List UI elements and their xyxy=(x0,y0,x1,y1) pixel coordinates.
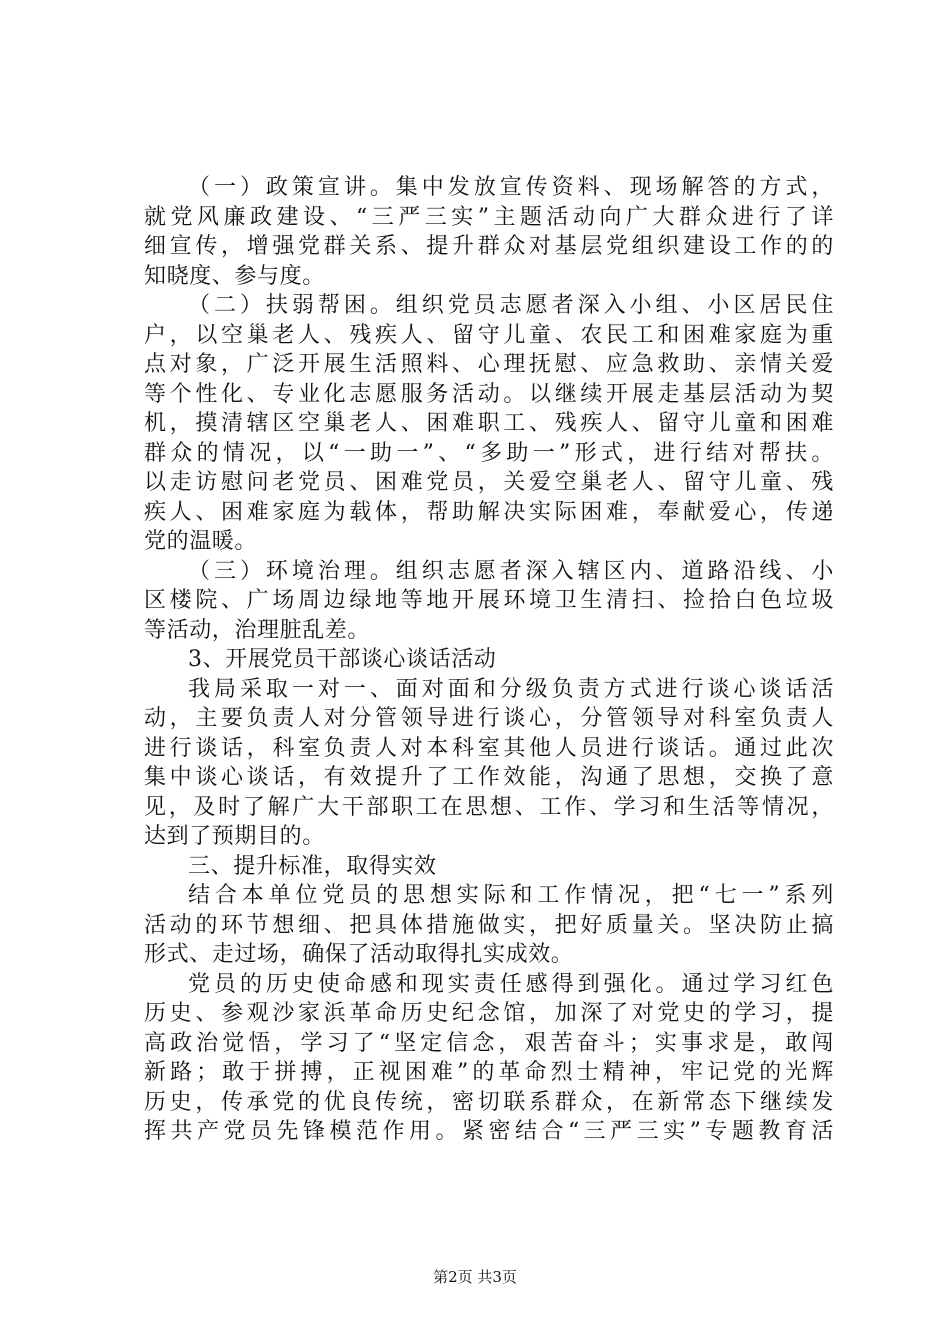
text-line: 结合本单位党员的思想实际和工作情况，把“七一”系列 xyxy=(188,883,834,908)
text-line: 点对象，广泛开展生活照料、心理抚慰、应急救助、亲情关爱 xyxy=(144,352,834,377)
text-line: 等活动，治理脏乱差。 xyxy=(144,617,371,643)
text-line: 户，以空巢老人、残疾人、留守儿童、农民工和困难家庭为重 xyxy=(144,322,834,348)
text-line: 党员的历史使命感和现实责任感得到强化。通过学习红色 xyxy=(188,971,834,997)
text-line: 历史、参观沙家浜革命历史纪念馆，加深了对党史的学习，提 xyxy=(144,1001,834,1026)
text-line: 挥共产党员先锋模范作用。紧密结合“三严三实”专题教育活 xyxy=(144,1119,834,1144)
text-line: 疾人、困难家庭为载体，帮助解决实际困难，奉献爱心，传递 xyxy=(144,499,834,525)
text-line: 动，主要负责人对分管领导进行谈心，分管领导对科室负责人 xyxy=(144,706,834,731)
text-line: 集中谈心谈话，有效提升了工作效能，沟通了思想，交换了意 xyxy=(144,765,834,790)
document-body xyxy=(144,173,834,1147)
text-line: 进行谈话，科室负责人对本科室其他人员进行谈话。通过此次 xyxy=(144,735,834,761)
text-line: 见，及时了解广大干部职工在思想、工作、学习和生活等情况， xyxy=(144,794,834,820)
text-line: 知晓度、参与度。 xyxy=(144,263,325,289)
text-line: 活动的环节想细、把具体措施做实，把好质量关。坚决防止搞 xyxy=(144,912,834,938)
text-line: 达到了预期目的。 xyxy=(144,824,325,849)
text-line: （二）扶弱帮困。组织党员志愿者深入小组、小区居民住 xyxy=(188,293,834,318)
text-line: 机，摸清辖区空巢老人、困难职工、残疾人、留守儿童和困难 xyxy=(144,411,834,436)
text-line: （一）政策宣讲。集中发放宣传资料、现场解答的方式， xyxy=(188,175,834,200)
text-line: 细宣传，增强党群关系、提升群众对基层党组织建设工作的的 xyxy=(144,234,834,259)
page-footer: 第2页 共3页 xyxy=(433,1268,517,1286)
text-line: 历史，传承党的优良传统，密切联系群众，在新常态下继续发 xyxy=(144,1089,834,1115)
text-line: 3、开展党员干部谈心谈话活动 xyxy=(188,647,497,672)
text-line: 新路；敢于拼搏，正视困难”的革命烈士精神，牢记党的光辉 xyxy=(144,1060,834,1085)
text-line: 等个性化、专业化志愿服务活动。以继续开展走基层活动为契 xyxy=(144,381,834,407)
text-line: 我局采取一对一、面对面和分级负责方式进行谈心谈话活 xyxy=(188,676,834,702)
text-line: 就党风廉政建设、“三严三实”主题活动向广大群众进行了详 xyxy=(144,204,834,230)
text-line: 以走访慰问老党员、困难党员，关爱空巢老人、留守儿童、残 xyxy=(144,470,834,495)
text-line: 高政治觉悟，学习了“坚定信念，艰苦奋斗；实事求是，敢闯 xyxy=(144,1030,834,1056)
text-line: 群众的情况，以“一助一”、“多助一”形式，进行结对帮扶。 xyxy=(144,440,834,466)
text-line: （三）环境治理。组织志愿者深入辖区内、道路沿线、小 xyxy=(188,558,834,584)
text-line: 三、提升标准，取得实效 xyxy=(188,853,437,879)
text-line: 区楼院、广场周边绿地等地开展环境卫生清扫、捡拾白色垃圾 xyxy=(144,588,834,613)
text-line: 党的温暖。 xyxy=(144,529,258,554)
text-line: 形式、走过场，确保了活动取得扎实成效。 xyxy=(144,942,574,967)
